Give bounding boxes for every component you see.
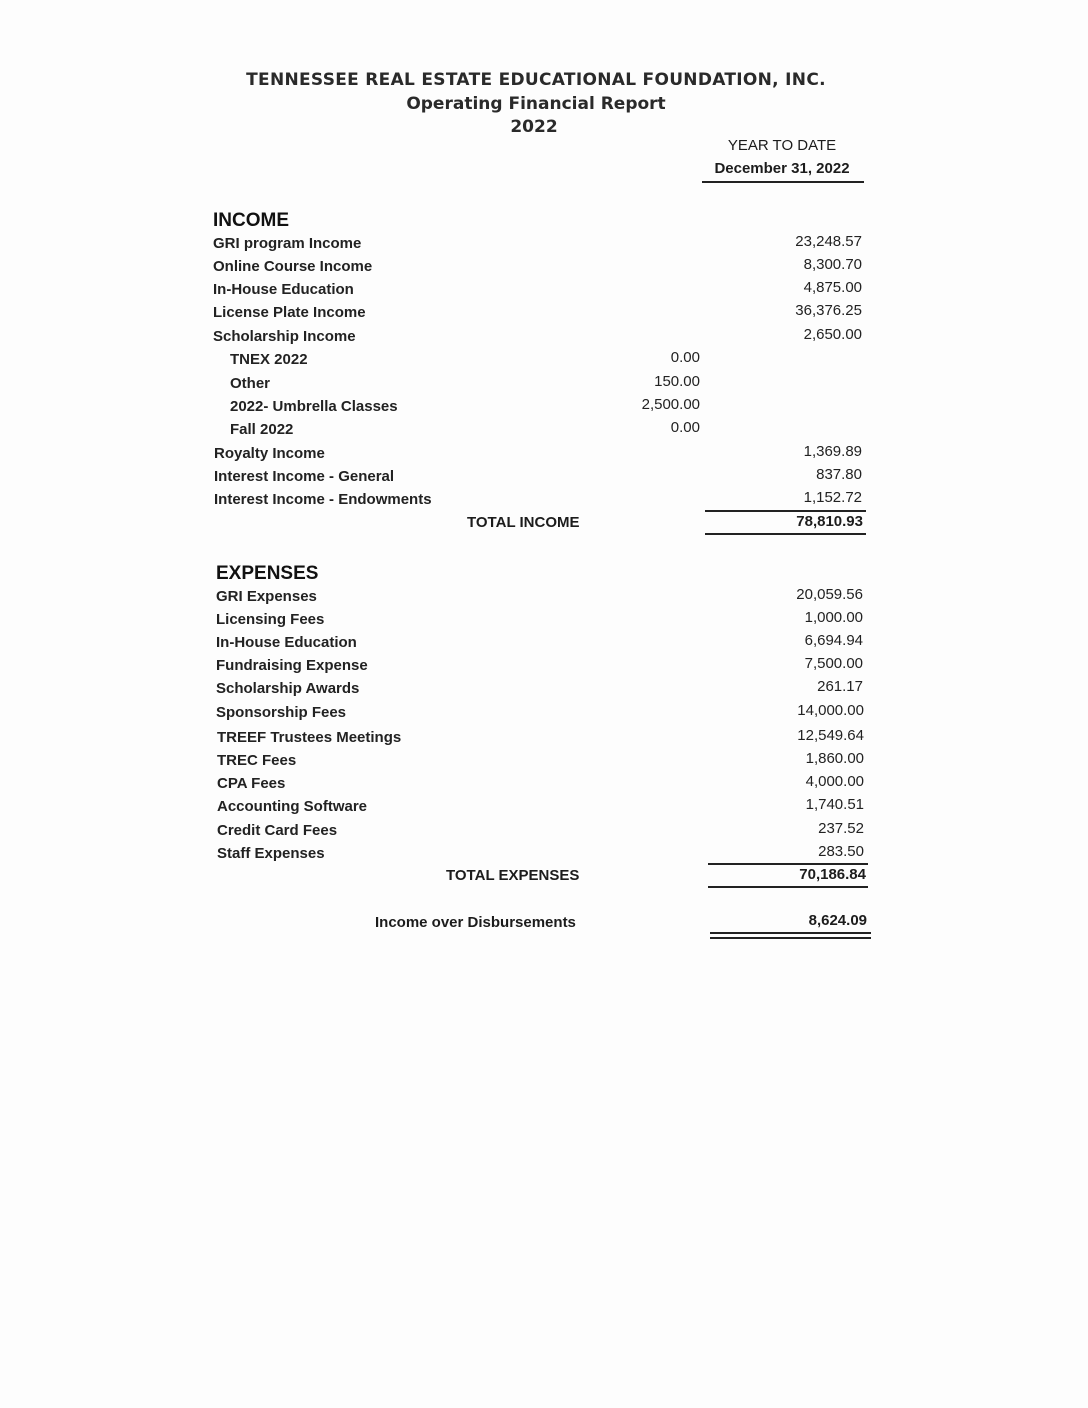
income-row-amount: 4,875.00 — [803, 279, 862, 296]
expense-row — [217, 845, 867, 865]
income-row — [213, 281, 863, 301]
total-expenses-amount: 70,186.84 — [799, 866, 866, 883]
income-row-label: Interest Income - General — [214, 468, 395, 485]
scholarship-sub-label: Other — [230, 375, 271, 392]
income-row-label: License Plate Income — [213, 304, 366, 321]
income-row-amount: 8,300.70 — [803, 256, 862, 273]
income-row — [214, 445, 864, 465]
column-heading-underline — [702, 181, 864, 183]
expenses-section-title: EXPENSES — [216, 563, 319, 584]
income-row — [213, 304, 863, 324]
expense-row — [216, 657, 866, 677]
expense-subtotal-rule — [708, 863, 868, 865]
expense-row-label: CPA Fees — [217, 775, 286, 792]
report-title: Operating Financial Report — [406, 94, 666, 114]
expense-row-amount: 12,549.64 — [797, 727, 864, 744]
expense-row — [216, 704, 866, 724]
expense-row-label: Fundraising Expense — [216, 657, 368, 674]
scholarship-sub-amount: 2,500.00 — [641, 396, 700, 413]
expense-row-amount: 20,059.56 — [796, 586, 863, 603]
expense-row-label: Staff Expenses — [217, 845, 325, 862]
income-row — [214, 468, 864, 488]
income-row — [214, 491, 864, 511]
organization-name: TENNESSEE REAL ESTATE EDUCATIONAL FOUNDATION, INC. — [246, 70, 826, 90]
income-over-disbursements-label: Income over Disbursements — [375, 914, 576, 931]
scholarship-sub-label: TNEX 2022 — [230, 351, 308, 368]
expense-row-label: Accounting Software — [217, 798, 368, 815]
expense-row-label: Licensing Fees — [216, 611, 325, 628]
scholarship-sub-amount: 150.00 — [654, 373, 700, 390]
income-over-disbursements-amount: 8,624.09 — [808, 912, 867, 929]
expense-row-amount: 14,000.00 — [797, 702, 864, 719]
expense-row — [216, 634, 866, 654]
net-double-rule-bottom — [710, 937, 871, 939]
income-row-label: Online Course Income — [213, 258, 373, 275]
expense-row — [216, 611, 866, 631]
total-expenses-rule — [708, 886, 868, 888]
total-expenses-label: TOTAL EXPENSES — [446, 867, 580, 884]
scholarship-sub-label: Fall 2022 — [230, 421, 294, 438]
expense-row-label: Credit Card Fees — [217, 822, 338, 839]
expense-row — [217, 775, 867, 795]
expense-row-amount: 1,000.00 — [804, 609, 863, 626]
expense-row-amount: 1,860.00 — [805, 750, 864, 767]
income-row-amount: 23,248.57 — [795, 233, 862, 250]
expense-row — [217, 798, 867, 818]
column-heading-year-to-date: YEAR TO DATE — [727, 137, 837, 154]
report-year: 2022 — [510, 117, 558, 137]
expense-row-label: In-House Education — [216, 634, 357, 651]
expense-row — [216, 680, 866, 700]
scholarship-sub-row — [230, 421, 710, 441]
expense-row-amount: 7,500.00 — [804, 655, 863, 672]
scholarship-sub-row — [230, 375, 710, 395]
income-row-amount: 837.80 — [816, 466, 862, 483]
income-row-amount: 1,369.89 — [803, 443, 862, 460]
expense-row — [217, 752, 867, 772]
expense-row — [216, 588, 866, 608]
expense-row-amount: 4,000.00 — [805, 773, 864, 790]
income-row — [213, 235, 863, 255]
net-double-rule-top — [710, 932, 871, 934]
income-row-label: GRI program Income — [213, 235, 362, 252]
expense-row-label: Scholarship Awards — [216, 680, 360, 697]
income-row — [213, 328, 863, 348]
total-income-rule — [705, 533, 866, 535]
income-subtotal-rule — [705, 510, 866, 512]
expense-row-amount: 6,694.94 — [804, 632, 863, 649]
expense-row-label: TREEF Trustees Meetings — [217, 729, 402, 746]
scholarship-sub-row — [230, 398, 710, 418]
scholarship-sub-label: 2022- Umbrella Classes — [230, 398, 398, 415]
income-row-label: Interest Income - Endowments — [214, 491, 432, 508]
scholarship-sub-row — [230, 351, 710, 371]
income-section-title: INCOME — [213, 210, 289, 231]
income-row-amount: 1,152.72 — [803, 489, 862, 506]
expense-row-amount: 283.50 — [818, 843, 864, 860]
expense-row-amount: 1,740.51 — [805, 796, 864, 813]
income-row-label: Royalty Income — [214, 445, 325, 462]
total-income-label: TOTAL INCOME — [467, 514, 580, 531]
column-heading-date: December 31, 2022 — [714, 160, 850, 177]
income-row-label: Scholarship Income — [213, 328, 356, 345]
expense-row-label: GRI Expenses — [216, 588, 317, 605]
expense-row-amount: 261.17 — [817, 678, 863, 695]
expense-row-amount: 237.52 — [818, 820, 864, 837]
income-row-amount: 2,650.00 — [803, 326, 862, 343]
expense-row — [217, 729, 867, 749]
income-row-label: In-House Education — [213, 281, 354, 298]
expense-row-label: Sponsorship Fees — [216, 704, 347, 721]
income-row-amount: 36,376.25 — [795, 302, 862, 319]
expense-row — [217, 822, 867, 842]
total-income-amount: 78,810.93 — [796, 513, 863, 530]
scholarship-sub-amount: 0.00 — [670, 419, 700, 436]
expense-row-label: TREC Fees — [217, 752, 297, 769]
income-row — [213, 258, 863, 278]
scholarship-sub-amount: 0.00 — [670, 349, 700, 366]
